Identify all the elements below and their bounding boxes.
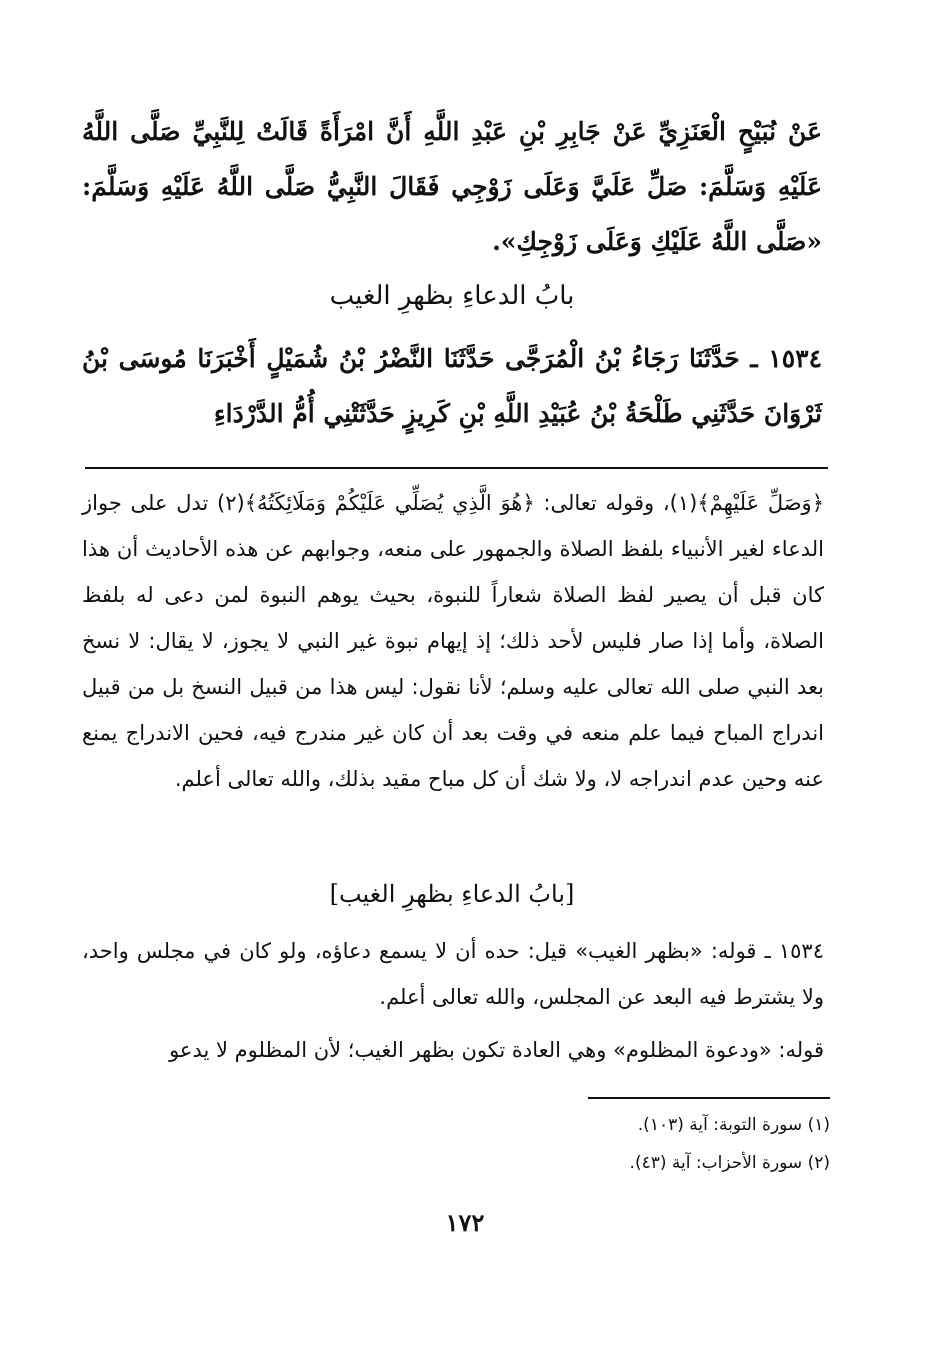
- footnote: (٢) سورة الأحزاب: آية (٤٣).: [629, 1153, 830, 1173]
- commentary-divider: [85, 467, 828, 469]
- hadith-text-main: ١٥٣٤ ـ حَدَّثَنَا رَجَاءُ بْنُ الْمُرَجَّى حَدَّثَنَا النَّضْرُ بْنُ شُمَيْلٍ أَخْبَرَنَا مُوسَى بْنُ ثَرْوَانَ حَدَّثَنِي طَلْحَةُ بْنُ عُبَيْدِ اللَّهِ بْنِ كَرِيزٍ حَدَّثَتْنِي أُمُّ الدَّرْدَاءِ: [82, 344, 822, 428]
- commentary-chapter-heading: [بابُ الدعاءِ بظهرِ الغيب]: [329, 880, 575, 908]
- commentary-paragraph: قوله: «ودعوة المظلوم» وهي العادة تكون بظهر الغيب؛ لأن المظلوم لا يدعو: [169, 1038, 824, 1062]
- commentary-paragraph: ١٥٣٤ ـ قوله: «بظهر الغيب» قيل: حده أن لا يسمع دعاؤه، ولو كان في مجلس واحد، ولا يشترط فيه البعد عن المجلس، والله تعالى أعلم.: [82, 939, 824, 1009]
- page-number: ١٧٢: [445, 1208, 485, 1237]
- chapter-heading: بابُ الدعاءِ بظهرِ الغيب: [329, 281, 575, 311]
- footnotes-divider: [588, 1097, 830, 1099]
- footnote: (١) سورة التوبة: آية (١٠٣).: [637, 1115, 830, 1135]
- commentary-paragraph: ﴿وَصَلِّ عَلَيْهِمْ﴾(١)، وقوله تعالى: ﴿هُوَ الَّذِي يُصَلِّي عَلَيْكُمْ وَمَلَائِكَتُهُ﴾(٢) تدل على جواز الدعاء لغير الأنبياء بلفظ الصلاة والجمهور على منعه، وجوابهم عن هذه الأحاديث أن هذا كان قبل أن يصير لفظ الصلاة شعاراً للنبوة، بحيث يوهم النبوة لمن دعى له بلفظ الصلاة، وأما إذا صار فليس لأحد ذلك؛ إذ إيهام نبوة غير النبي لا يجوز، لا يقال: لا نسخ بعد النبي صلى الله تعالى عليه وسلم؛ لأنا نقول: ليس هذا من قبيل النسخ بل من قبيل اندراج المباح فيما علم منعه في وقت بعد أن كان غير مندرج فيه، فحين الاندراج يمنع عنه وحين عدم اندراجه لا، ولا شك أن كل مباح مقيد بذلك، والله تعالى أعلم.: [82, 491, 824, 791]
- hadith-text-continuation: عَنْ نُبَيْحٍ الْعَنَزِيِّ عَنْ جَابِرِ بْنِ عَبْدِ اللَّهِ أَنَّ امْرَأَةً قَالَتْ لِلنَّبِيِّ صَلَّى اللَّهُ عَلَيْهِ وَسَلَّمَ: صَلِّ عَلَيَّ وَعَلَى زَوْجِي فَقَالَ النَّبِيُّ صَلَّى اللَّهُ عَلَيْهِ وَسَلَّمَ: «صَلَّى اللَّهُ عَلَيْكِ وَعَلَى زَوْجِكِ».: [82, 117, 822, 256]
